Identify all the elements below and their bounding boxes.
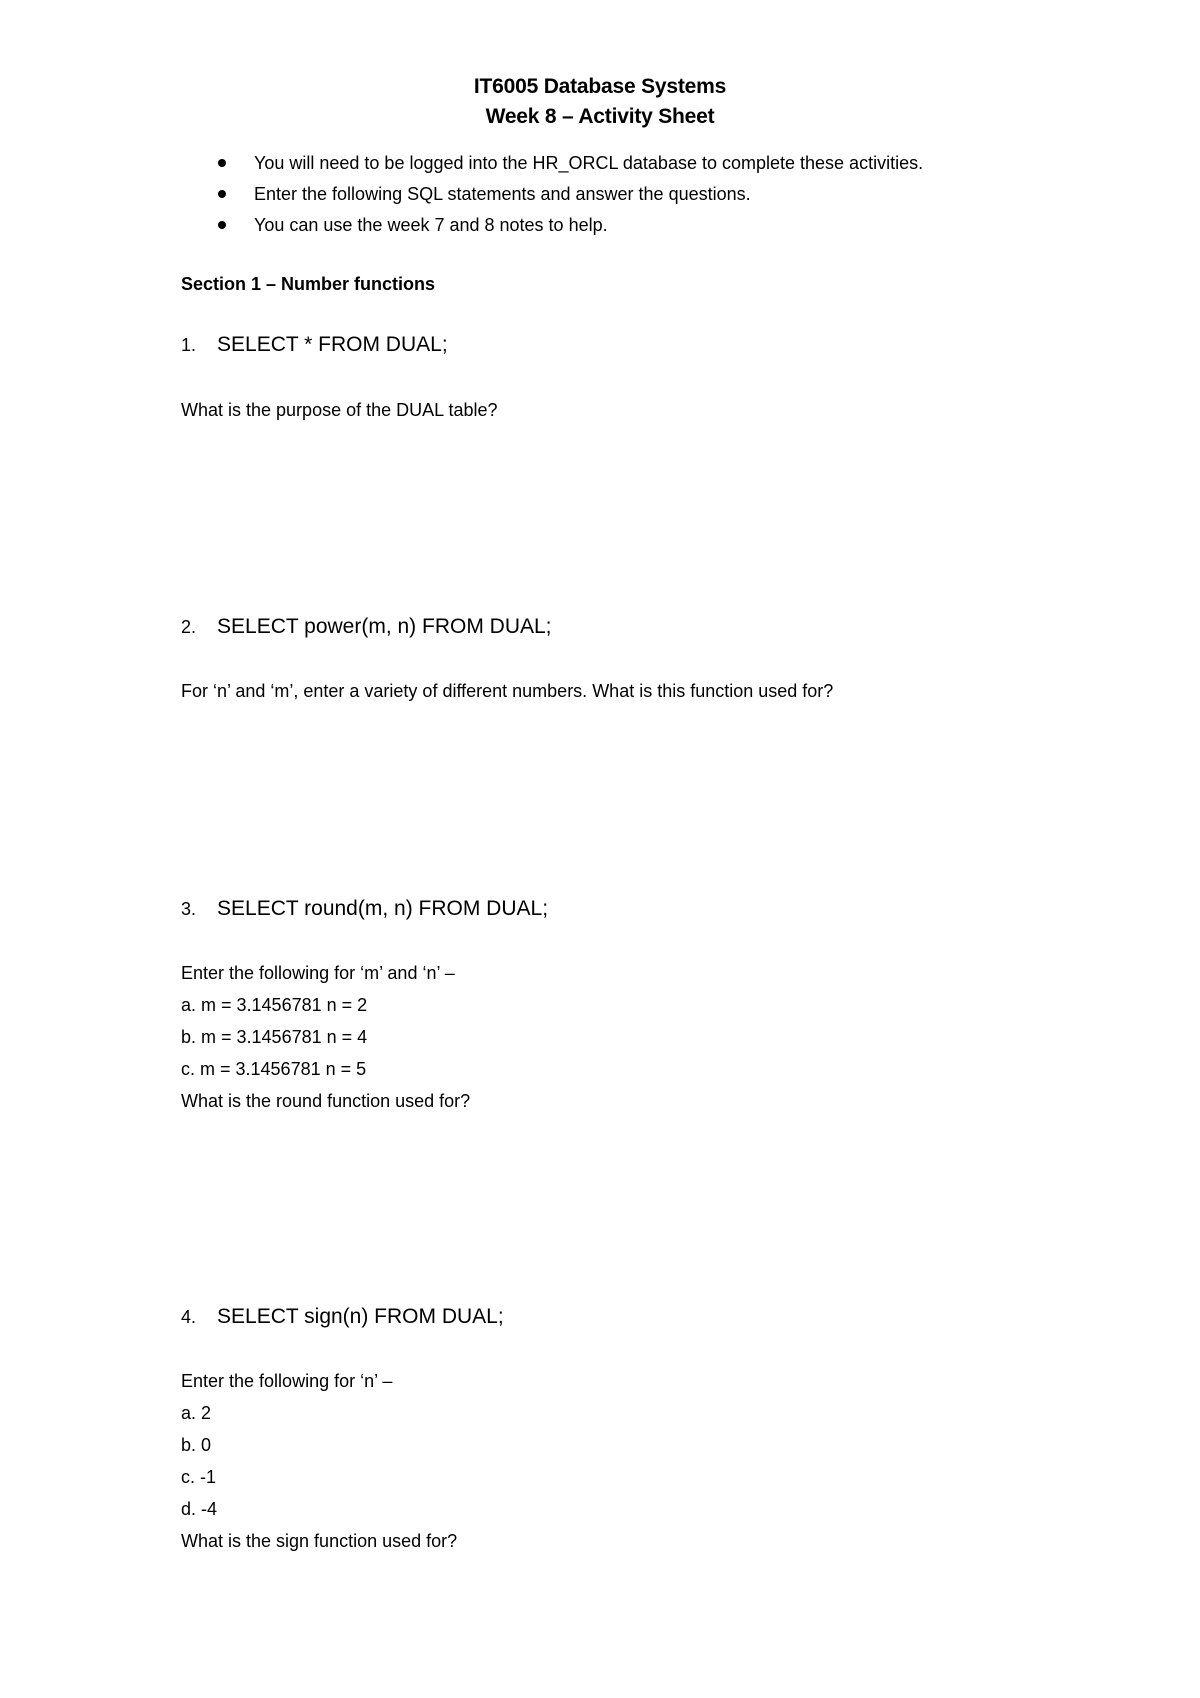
instruction-text: Enter the following SQL statements and answer the questions. (254, 184, 751, 204)
bullet-icon (218, 221, 226, 229)
instruction-item (214, 148, 923, 179)
question-1-sql (181, 331, 448, 361)
instruction-item (214, 210, 923, 241)
question-2-sql (181, 613, 552, 643)
instruction-text: You will need to be logged into the HR_ORCL database to complete these activities. (254, 153, 924, 173)
prompt-line: c. -1 (181, 1467, 217, 1487)
question-number: 2. (181, 617, 197, 637)
question-number: 3. (181, 899, 197, 919)
prompt-line: a. m = 3.1456781 n = 2 (181, 995, 368, 1015)
question-number: 4. (181, 1307, 197, 1327)
prompt-line: What is the round function used for? (181, 1091, 471, 1111)
sql-statement: SELECT power(m, n) FROM DUAL; (217, 615, 552, 638)
question-4-sql (181, 1303, 504, 1333)
prompt-line: Enter the following for ‘m’ and ‘n’ – (181, 963, 455, 983)
question-number: 1. (181, 335, 197, 355)
question-3-prompt (181, 957, 470, 1117)
sheet-title: Week 8 – Activity Sheet (485, 105, 715, 128)
question-1-prompt: What is the purpose of the DUAL table? (181, 400, 498, 420)
question-2-prompt: For ‘n’ and ‘m’, enter a variety of different numbers. What is this function used for? (181, 681, 834, 701)
prompt-line: b. m = 3.1456781 n = 4 (181, 1027, 368, 1047)
bullet-icon (218, 190, 226, 198)
question-4-prompt (181, 1365, 457, 1557)
question-3-sql (181, 895, 548, 925)
sql-statement: SELECT sign(n) FROM DUAL; (217, 1305, 504, 1328)
prompt-line: Enter the following for ‘n’ – (181, 1371, 393, 1391)
document-title (0, 72, 1200, 132)
instruction-item (214, 179, 923, 210)
prompt-line: a. 2 (181, 1403, 212, 1423)
section-heading: Section 1 – Number functions (181, 274, 436, 294)
prompt-line: b. 0 (181, 1435, 212, 1455)
bullet-icon (218, 159, 226, 167)
prompt-line: c. m = 3.1456781 n = 5 (181, 1059, 367, 1079)
instructions-list (214, 148, 923, 241)
sql-statement: SELECT * FROM DUAL; (217, 333, 448, 356)
sql-statement: SELECT round(m, n) FROM DUAL; (217, 897, 549, 920)
prompt-line: What is the sign function used for? (181, 1531, 458, 1551)
course-title: IT6005 Database Systems (473, 75, 727, 98)
prompt-line: d. -4 (181, 1499, 218, 1519)
instruction-text: You can use the week 7 and 8 notes to help. (254, 215, 608, 235)
